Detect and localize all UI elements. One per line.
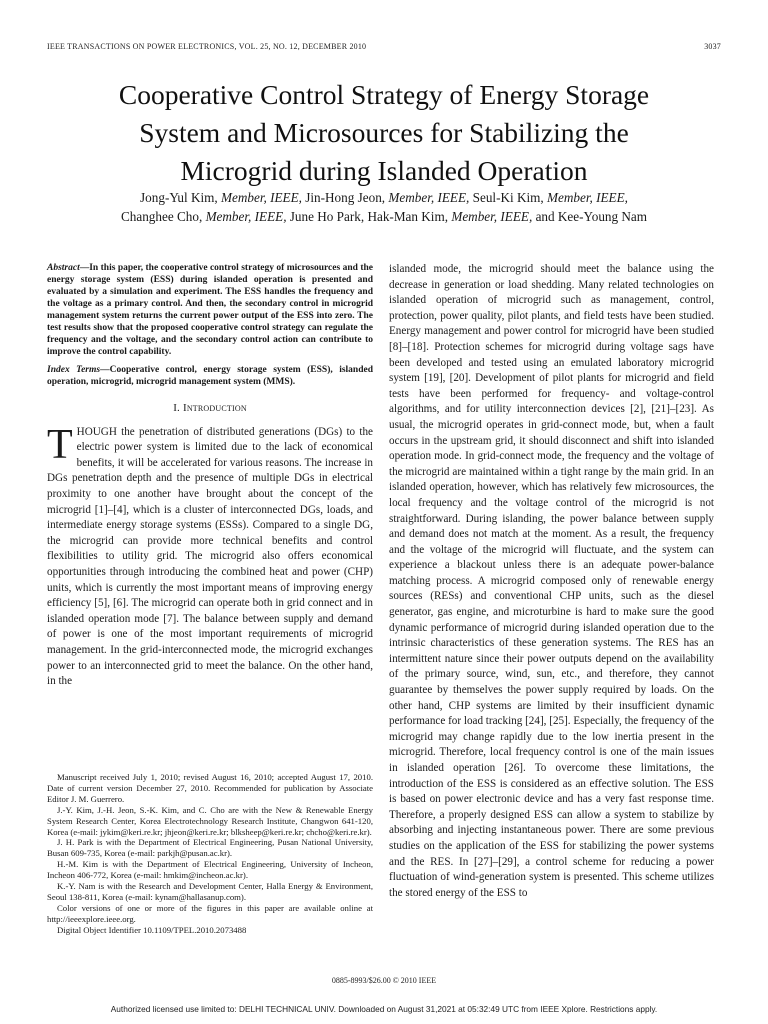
intro-text: the penetration of distributed generations (DGs) to the electric power system is limited due to the lack of economical benefits, it will be accelerated for various reasons. The increase in DGs penetration depth and the presence of multiple DGs in electrical proximity to one another have brought about the concept of the microgrid [1]–[4], which is a cluster of interconnected DGs, loads, and intermediate energy storage systems (ESSs). Compared to a single DG, the microgrid can provide more technical benefits and control flexibilities to utility grid. The microgrid also offers economical opportunities through introducing the combined heat and power (CHP) units, which is currently the most important means of improving energy efficiency [5], [6]. The microgrid can operate both in grid connect and in islanded operation mode [7]. The balance between supply and demand of power is one of the most important requirements of microgrid management. In the grid-interconnected mode, the microgrid exchanges power to an interconnected grid to meet the balance. On the other hand, in the — [47, 425, 373, 688]
author-membership: Member, IEEE, — [205, 209, 287, 224]
title-line-1: Cooperative Control Strategy of Energy Storage — [118, 79, 650, 110]
author-membership: Member, IEEE, — [547, 190, 628, 205]
right-column — [389, 262, 714, 901]
section-title: Introduction — [182, 402, 247, 414]
author-name: and Kee-Young Nam — [535, 209, 648, 224]
abstract-text: —In this paper, the cooperative control strategy of microsources and the energy storage system (ESS) during islanded operation is presented and evaluated by a simulation and experiment. The ESS handles the frequency and the voltage as a primary control. And then, the secondary control in microgrid management system returns the current power output of the ESS into zero. The test results show that the proposed cooperative control strategy can regulate the frequency and the voltage, and the secondary control action can contribute to improve the control capability. — [47, 263, 373, 357]
paper-title — [40, 76, 728, 190]
title-line-2: System and Microsources for Stabilizing the — [139, 117, 629, 148]
abstract — [47, 262, 373, 358]
author-membership: Member, IEEE, — [221, 190, 302, 205]
drop-cap-word: HOUGH — [76, 425, 117, 438]
index-terms-text: —Cooperative control, energy storage system (ESS), islanded operation, microgrid, microgrid management system (MMS). — [47, 365, 373, 387]
drop-cap: T — [47, 421, 73, 468]
section-number: I. — [173, 402, 181, 414]
author-name: June Ho Park, — [289, 209, 365, 224]
right-column-text: islanded mode, the microgrid should meet the balance using the decrease in generation or load shedding. Many related technologies on islanded operation of microgrid such as management, control, protection, power quality, pilot plants, and field tests have been studied. Energy management and power control for microgrid have been studied [8]–[18]. Protection schemes for microgrid during voltage sags have been developed and tested using an emulated laboratory microgrid system [19], [20]. Development of pilot plants for microgrid and field tests have been performed for frequency- and voltage-control algorithms, and for utility interconnection devices [2], [21]–[23]. As usual, the microgrid operates in grid-connect mode, but, when a fault occurs in the upstream grid, it should disconnect and shift into islanded operation mode. In grid-connect mode, the frequency and the voltage of the microgrid are maintained within a tight range by the main grid. In an islanded operation, however, which has relatively few microsources, the local frequency and the voltage control of the microgrid is not straightforward. During islanding, the power balance between supply and demand does not match at the moment. As a result, the frequency and the voltage of the microgrid will fluctuate, and the system can experience a blackout unless there is an adequate power-balance matching process. A microgrid composed only of renewable energy sources (RESs) and conventional CHP units, such as the diesel generator, gas engine, and microturbine is hard to make sure the good dynamic performance of microgrid during islanded operation due to the intrinsic characteristics of these generation systems. The RES has an intermittent nature since their power outputs depend on the availability of the primary source, wind, sun, etc., and therefore, they cannot guarantee by themselves the power supply required by loads. On the other hand, CHP systems are limited by their insufficient dynamic performance for load tracking [24], [25]. Especially, the frequency of the microgrid may change rapidly due to the low inertia present in the microgrid. Therefore, local frequency control is one of the main issues in islanded operation [26]. To overcome these limitations, the introduction of the ESS is considered as an effective solution. The ESS is based on power electronic device and has a very fast response time. Therefore, a properly designed ESS can allow a system to stabilize by absorbing and injecting instantaneous power. There are some previous studies on the application of the ESS for stabilizing the power systems and the RES. In [27]–[29], a control scheme for reducing a power fluctuation of wind-generation system is presented. This scheme utilizes the stored energy of the ESS to — [389, 263, 714, 899]
author-name: Jong-Yul Kim, — [140, 190, 218, 205]
intro-paragraph — [47, 421, 373, 690]
title-line-3: Microgrid during Islanded Operation — [180, 155, 588, 186]
license-notice: Authorized licensed use limited to: DELHI TECHNICAL UNIV. Downloaded on August 31,2021 at 05:32:49 UTC from IEEE Xplore. Restrictions apply. — [110, 1004, 658, 1014]
page-number: 3037 — [704, 42, 721, 51]
author-line-1 — [40, 188, 728, 207]
footnotes — [47, 772, 373, 936]
author-line-2 — [40, 207, 728, 226]
footnote-doi: Digital Object Identifier 10.1109/TPEL.2010.2073488 — [57, 924, 247, 935]
footnote-affiliation: H.-M. Kim is with the Department of Electrical Engineering, University of Incheon, Incheon 406-772, Korea (e-mail: hmkim@incheon.ac.kr). — [47, 859, 373, 881]
author-name: Changhee Cho, — [120, 209, 203, 224]
author-name: Hak-Man Kim, — [367, 209, 449, 224]
left-column — [47, 262, 373, 690]
author-list — [40, 188, 728, 226]
footnote-manuscript: Manuscript received July 1, 2010; revised August 16, 2010; accepted August 17, 2010. Date of current version December 27, 2010. Recommended for publication by Associate Editor J. M. Guerrero. — [47, 772, 373, 804]
author-name: Seul-Ki Kim, — [472, 190, 544, 205]
footnote-color-note: Color versions of one or more of the figures in this paper are available online at http://ieeexplore.ieee.org. — [47, 902, 373, 924]
author-name: Jin-Hong Jeon, — [305, 190, 386, 205]
footnote-affiliation: J.-Y. Kim, J.-H. Jeon, S.-K. Kim, and C. Cho are with the New & Renewable Energy System Research Center, Korea Electrotechnology Research Institute, Changwon 641-120, Korea (e-mail: jykim@keri.re.kr; jhjeon@keri.re.kr; blksheep@keri.re.kr; chcho@keri.re.kr). — [47, 804, 373, 837]
running-header — [47, 42, 721, 51]
index-terms-label: Index Terms — [47, 365, 101, 375]
issn-copyright: 0885-8993/$26.00 © 2010 IEEE — [331, 976, 437, 985]
footnote-affiliation: K.-Y. Nam is with the Research and Development Center, Halla Energy & Environment, Seoul 138-811, Korea (e-mail: kynam@hallasanup.com). — [47, 881, 373, 902]
section-heading — [47, 401, 373, 417]
journal-name: IEEE TRANSACTIONS ON POWER ELECTRONICS, VOL. 25, NO. 12, DECEMBER 2010 — [47, 42, 367, 51]
abstract-label: Abstract — [47, 263, 80, 273]
index-terms — [47, 364, 373, 388]
author-membership: Member, IEEE, — [388, 190, 470, 205]
footnote-affiliation: J. H. Park is with the Department of Electrical Engineering, Pusan National University, Busan 609-735, Korea (e-mail: parkjh@pusan.ac.kr). — [47, 837, 373, 859]
author-membership: Member, IEEE, — [451, 209, 533, 224]
